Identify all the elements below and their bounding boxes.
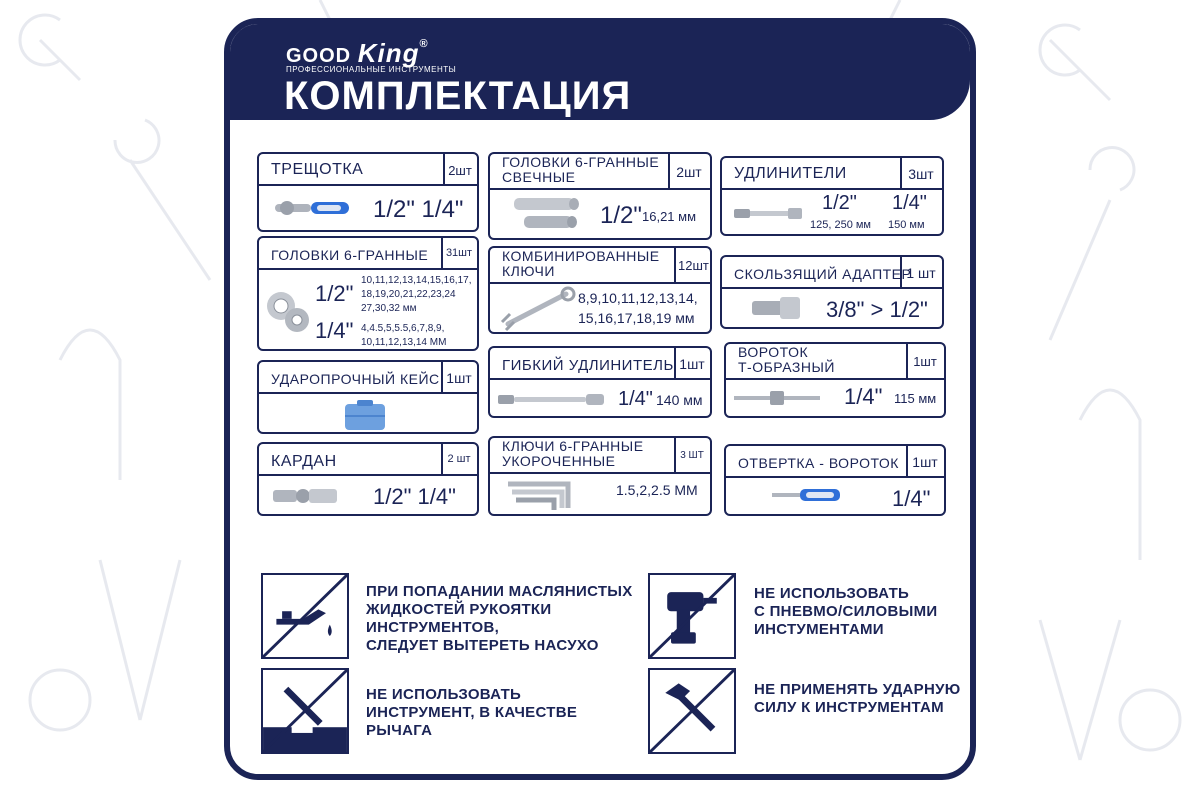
card-qty: 31шт (441, 238, 477, 270)
socket-image (263, 288, 313, 338)
brand-reg: ® (419, 38, 429, 50)
size-label: 3/8" > 1/2" (826, 297, 928, 322)
card-extensions (720, 156, 944, 236)
size-mm-a: 125, 250 мм (810, 219, 871, 231)
card-title-line-2: Т-ОБРАЗНЫЙ (738, 359, 835, 375)
warning-power-line-3: ИНСТУМЕНТАМИ (754, 621, 884, 638)
card-screwdriver (724, 444, 946, 516)
card-title: КАРДАН (259, 444, 443, 476)
card-qty: 1шт (906, 344, 944, 380)
sizes-list-b1: 4,4.5,5,5.5,6,7,8,9, (361, 323, 445, 334)
warning-power-text (754, 585, 937, 639)
card-qty: 1шт (441, 362, 477, 394)
hex-key-image (504, 476, 584, 514)
flex-extension-image (496, 390, 608, 408)
size-label-a: 1/2" (315, 281, 354, 306)
brand-name-a: GOOD (286, 45, 352, 67)
hammer-warning-icon (648, 668, 736, 754)
case-image (343, 398, 387, 432)
card-title: СКОЛЬЗЯЩИЙ АДАПТЕР (722, 257, 902, 289)
warning-lever-line-1: НЕ ИСПОЛЬЗОВАТЬ (366, 686, 522, 703)
warning-oil-text (366, 583, 633, 655)
card-cardan (257, 442, 479, 516)
card-title (490, 154, 670, 190)
extension-image (732, 204, 804, 222)
card-qty: 1 шт (900, 257, 942, 289)
spark-socket-image (512, 194, 584, 232)
warning-power-line-1: НЕ ИСПОЛЬЗОВАТЬ (754, 585, 910, 602)
warning-oil-line-3: ИНСТРУМЕНТОВ, (366, 619, 500, 636)
size-label: 1/4" (892, 486, 931, 511)
card-title-line-2: СВЕЧНЫЕ (502, 169, 576, 185)
card-adapter (720, 255, 944, 329)
card-title (490, 248, 676, 284)
warning-power-line-2: С ПНЕВМО/СИЛОВЫМИ (754, 603, 938, 620)
size-mm-b: 150 мм (888, 219, 925, 231)
sizes-list-2: 15,16,17,18,19 мм (578, 310, 695, 326)
card-title: ОТВЕРТКА - ВОРОТОК (726, 446, 908, 478)
card-t-bar (724, 342, 946, 418)
card-qty: 3шт (900, 158, 942, 190)
warning-lever-text (366, 686, 577, 740)
card-sockets (257, 236, 479, 351)
card-qty: 1шт (906, 446, 944, 478)
card-flex-extension (488, 346, 712, 418)
brand-slogan: ПРОФЕССИОНАЛЬНЫЕ ИНСТРУМЕНТЫ (286, 65, 457, 74)
sizes-list-a3: 27,30,32 мм (361, 303, 417, 314)
warning-oil-line-4: СЛЕДУЕТ ВЫТЕРЕТЬ НАСУХО (366, 637, 599, 654)
page-title: КОМПЛЕКТАЦИЯ (284, 74, 632, 118)
card-qty: 1шт (674, 348, 710, 380)
card-title: ГОЛОВКИ 6-ГРАННЫЕ (259, 238, 443, 270)
sizes-list-a2: 18,19,20,21,22,23,24 (361, 289, 456, 300)
warning-lever-line-2: ИНСТРУМЕНТ, В КАЧЕСТВЕ (366, 704, 578, 721)
card-title-line-1: КЛЮЧИ 6-ГРАННЫЕ (502, 438, 644, 454)
card-hex-keys (488, 436, 712, 516)
warning-oil-line-1: ПРИ ПОПАДАНИИ МАСЛЯНИСТЫХ (366, 583, 633, 600)
card-title: УДЛИНИТЕЛИ (722, 158, 902, 190)
size-label-b: 1/4" (892, 192, 927, 214)
t-bar-image (732, 388, 824, 408)
card-spark-sockets (488, 152, 712, 240)
size-mm: 1.5,2,2.5 ММ (616, 482, 698, 498)
adapter-image (750, 295, 804, 321)
size-label: 1/2" 1/4" (373, 196, 464, 223)
card-case (257, 360, 479, 434)
size-label-a: 1/2" (822, 192, 857, 214)
size-label-b: 1/4" (315, 318, 354, 343)
card-combo-wrenches (488, 246, 712, 334)
card-title-line-2: КЛЮЧИ (502, 263, 555, 279)
size-label: 1/2" 1/4" (373, 484, 456, 509)
card-title-line-2: УКОРОЧЕННЫЕ (502, 453, 616, 469)
brand-name-b: King (357, 38, 420, 68)
card-qty: 3 ШТ (674, 438, 710, 474)
card-title-line-1: КОМБИНИРОВАННЫЕ (502, 248, 660, 264)
warning-impact-text (754, 681, 961, 717)
size-label: 1/4" (844, 384, 883, 409)
oil-warning-icon (261, 573, 349, 659)
card-title-line-1: ВОРОТОК (738, 344, 809, 360)
warning-impact-line-1: НЕ ПРИМЕНЯТЬ УДАРНУЮ (754, 681, 961, 698)
size-mm: 115 мм (894, 391, 937, 406)
card-title (490, 438, 676, 474)
sizes-list-b2: 10,11,12,13,14 ММ (361, 337, 447, 348)
ratchet-image (273, 196, 353, 220)
screwdriver-image (770, 486, 846, 504)
warning-oil-line-2: ЖИДКОСТЕЙ РУКОЯТКИ (366, 601, 552, 618)
sizes-list-a1: 10,11,12,13,14,15,16,17, (361, 275, 472, 286)
sizes-list-1: 8,9,10,11,12,13,14, (578, 290, 698, 306)
card-qty: 2 шт (441, 444, 477, 476)
size-label: 1/2" (600, 202, 642, 229)
card-title (726, 344, 908, 380)
size-label: 1/4" (618, 388, 653, 410)
card-title-line-1: ГОЛОВКИ 6-ГРАННЫЕ (502, 154, 660, 170)
card-ratchet (257, 152, 479, 232)
card-qty: 2шт (443, 154, 477, 186)
card-qty: 12шт (674, 248, 710, 284)
lever-warning-icon (261, 668, 349, 754)
cardan-image (271, 484, 341, 508)
card-title: УДАРОПРОЧНЫЙ КЕЙС (259, 362, 443, 394)
card-qty: 2шт (668, 154, 710, 190)
card-title: ГИБКИЙ УДЛИНИТЕЛЬ (490, 348, 676, 380)
header-band (230, 24, 970, 120)
size-mm: 16,21 мм (642, 209, 697, 224)
warning-impact-line-2: СИЛУ К ИНСТРУМЕНТАМ (754, 699, 944, 716)
power-tool-warning-icon (648, 573, 736, 659)
warning-lever-line-3: РЫЧАГА (366, 722, 433, 739)
card-title: ТРЕЩОТКА (259, 154, 445, 186)
size-mm: 140 мм (656, 392, 703, 408)
combo-wrench-image (496, 286, 578, 332)
